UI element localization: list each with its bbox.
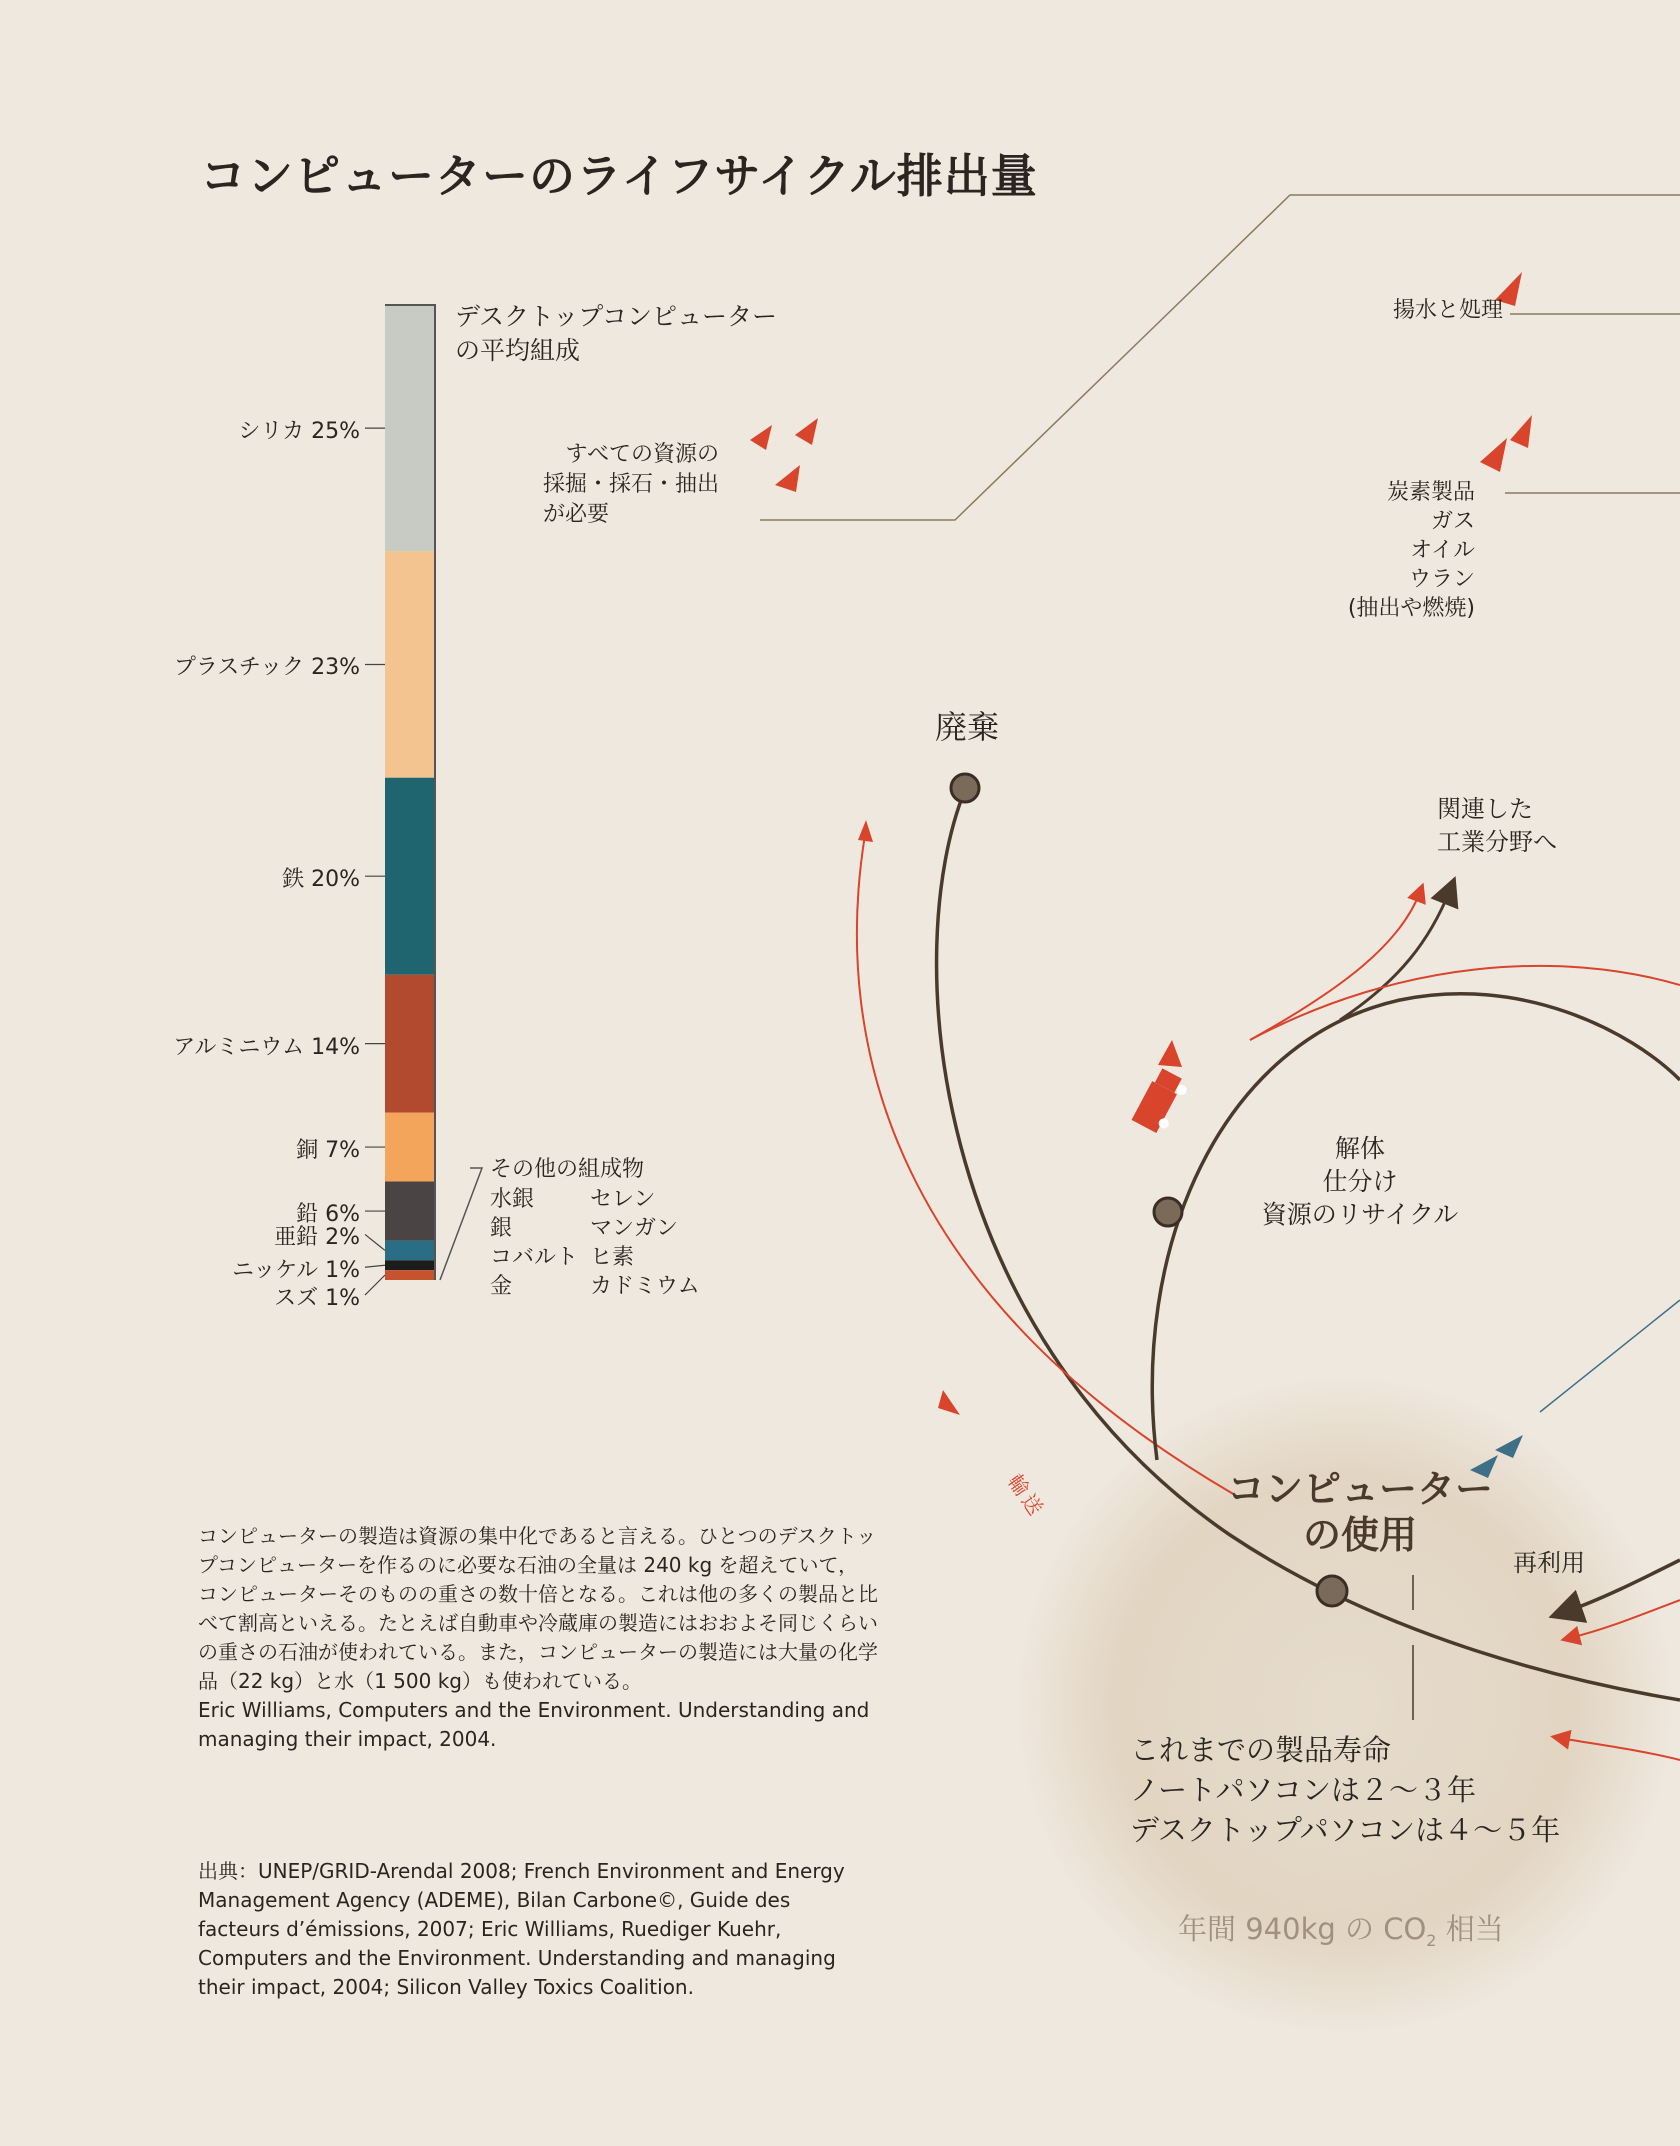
segment-label: プラスチック 23% [173,655,360,681]
extraction-line: 採掘・採石・抽出 [543,472,720,497]
disposal-node [951,774,979,802]
fuels-line: (抽出や燃焼) [1347,596,1475,621]
extraction-line: すべての資源の [565,442,720,467]
lifetime-line: デスクトップパソコンは４～５年 [1130,1813,1561,1847]
segment-label: 亜鉛 2% [274,1225,360,1251]
use-title-line: の使用 [1302,1513,1417,1557]
recycle-node [1154,1198,1182,1226]
other-item: カドミウム [590,1274,700,1299]
description-citation: Eric Williams, Computers and the Environment. Understanding and managing their impact, 2004. [198,1698,870,1751]
other-item: 金 [490,1274,513,1299]
fuels-line: オイル [1410,538,1475,563]
transport-arrow [938,1390,960,1415]
other-item: ヒ素 [590,1245,635,1270]
recycle-line: 資源のリサイクル [1261,1200,1459,1229]
description-text: コンピューターの製造は資源の集中化であると言える。ひとつのデスクトップコンピューターを作るのに必要な石油の全量は 240 kg を超えていて，コンピューターそのものの重さの数十倍となる。これは他の多くの製品と比べて割高といえる。たとえば自動車や冷蔵庫の製造にはおおよそ同じくらいの重さの石油が使われている。また，コンピューターの製造には大量の化学品（22 kg）と水（1 500 kg）も使われている。 [198,1524,878,1693]
segment-label: アルミニウム 14% [173,1034,360,1060]
transport-label: 輸送 [1002,1469,1051,1523]
description-paragraph [198,1522,878,1754]
source-note: 出典：UNEP/GRID-Arendal 2008; French Environment and Energy Management Agency (ADEME), Bilan Carbone©, Guide des facteurs d’émissions, 2007; Eric Williams, Ruediger Kuehr, Computers and the Environment. Understanding and managing their impact, 2004; Silicon Valley Toxics Coalition. [198,1859,845,1999]
fuels-line: 炭素製品 [1386,480,1475,505]
fuels-line: ウラン [1408,567,1475,592]
other-item: コバルト [490,1245,579,1270]
transport-path [857,835,1235,1495]
lifetime-label [1130,1730,1560,1850]
use-node [1317,1576,1347,1606]
segment-label: シリカ 25% [238,419,360,445]
fuels-line: ガス [1430,509,1475,534]
use-title [1225,1466,1495,1558]
annual-suffix: 相当 [1436,1912,1504,1946]
annual-emission [1178,1914,1504,1956]
related-industry-red-arrow [1250,892,1420,1040]
other-item: セレン [590,1187,656,1212]
truck-icon [1132,1067,1191,1136]
recycle-line: 仕分け [1322,1167,1398,1196]
use-title-line: コンピューター [1226,1467,1493,1511]
annual-prefix: 年間 940kg の CO [1178,1912,1427,1946]
pumping-label: 揚水と処理 [1393,298,1504,323]
segment-label: 銅 7% [296,1138,360,1164]
segment-label: 鉛 6% [296,1202,360,1228]
segment-label: 鉄 20% [282,867,360,893]
other-item: 水銀 [490,1187,535,1212]
extraction-line: が必要 [543,502,610,527]
bar-heading-line-1: デスクトップコンピューター [455,302,778,331]
recycle-line: 解体 [1334,1134,1385,1163]
related-industry-label [1437,793,1557,859]
segment-label: スズ 1% [274,1286,360,1312]
bar-heading-line-2: の平均組成 [455,336,581,365]
reuse-label: 再利用 [1513,1549,1585,1577]
disposal-label: 廃棄 [935,708,1000,746]
red-return-path [1250,966,1680,1040]
page-title: コンピューターのライフサイクル排出量 [200,149,1038,203]
energy-line [1540,1300,1680,1412]
recycle-label [1255,1132,1465,1231]
related-line: 関連した [1437,795,1533,823]
other-compounds-heading: その他の組成物 [490,1157,645,1182]
lifetime-line: これまでの製品寿命 [1130,1733,1392,1767]
extraction-label [543,440,719,530]
fuels-label [1340,478,1475,623]
segment-label: ニッケル 1% [232,1258,360,1284]
related-line: 工業分野へ [1437,828,1557,856]
annual-sub: 2 [1426,1930,1437,1950]
other-item: マンガン [590,1216,679,1241]
other-item: 銀 [490,1216,513,1241]
emission-arrows [750,272,1532,1067]
extraction-connector [760,195,1680,520]
lifetime-line: ノートパソコンは２～３年 [1130,1773,1476,1807]
